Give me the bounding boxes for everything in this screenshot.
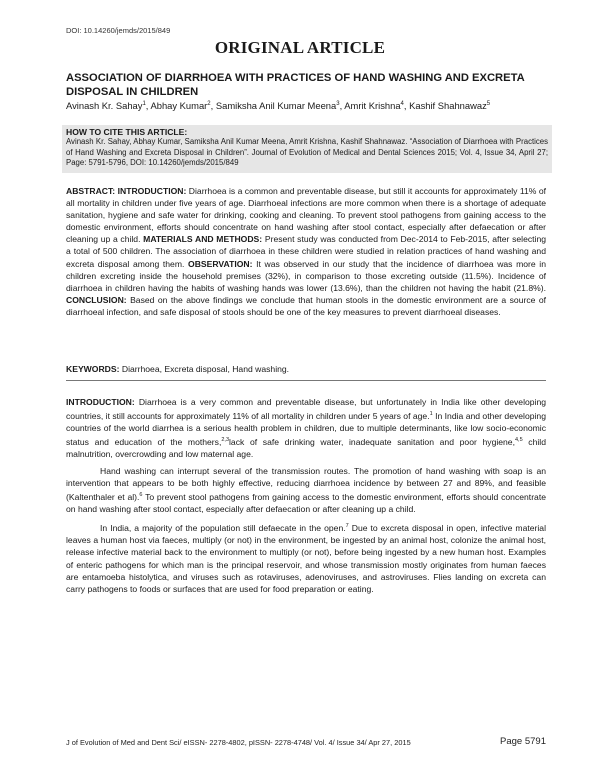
body-text-span: child malnutrition, overcrowding and low maternal age.: [66, 437, 546, 460]
body-text-span: Due to excreta disposal in open, infective material leaves a human host via faeces, multiply (or not) in the environment, be ingested by an animal host, colonize the animal host, release infective material back to the environment to multiply (or not), before being ingested by a new human host. Examples of enteric pathogens for which man is the principal reservoir, and whose transmission mostly originates from human faeces are entamoeba histolytica, and viruses such as rotaviruses, adenoviruses, and astroviruses. Flies landing on excreta can carry pathogens to foods or surfaces that are used for food preparation or eating.: [66, 523, 546, 594]
author-name: Kashif Shahnawaz: [409, 100, 487, 111]
citation-box: [62, 125, 552, 173]
abstract-observation-text: It was observed in our study that the incidence of diarrhoea was more in children excreting inside the household premises (32%), in comparison to those excreting outside (11.5%). Incidence of diarrhoea in children having the habits of washing hands was lower (13.6%), than the children not having the habit (21.8%).: [66, 258, 547, 293]
introduction-heading: INTRODUCTION:: [66, 397, 135, 407]
abstract-conclusion-label: CONCLUSION:: [66, 294, 127, 305]
keywords-label: KEYWORDS:: [66, 364, 120, 374]
body-text-span: Hand washing can interrupt several of the transmission routes. The promotion of hand washing with soap is an intervention that appears to be both highly effective, reducing diarrhoea incidence by between 27 and 89%, and feasible (Kaltenthaler et al).: [66, 466, 546, 503]
citation-ref: 2,3: [221, 437, 230, 444]
author-affiliation: 1: [142, 100, 146, 107]
citation-ref: 7: [345, 523, 349, 530]
author-affiliation: 2: [207, 100, 211, 107]
page-number: Page 5791: [500, 736, 546, 747]
section-divider: [66, 380, 546, 381]
page-footer: [66, 738, 546, 747]
author-name: Avinash Kr. Sahay: [66, 100, 143, 111]
author-list: Avinash Kr. Sahay$^1$, Abhay Kumar$^2$, Samiksha Anil Kumar Meena$^3$, Amrit Krishna$^4$, Kashif Shahnawaz$^5$: [66, 100, 491, 111]
citation-ref: 1: [429, 411, 433, 418]
doi-line: DOI: 10.14260/jemds/2015/849: [66, 26, 171, 35]
author-affiliation: 4: [400, 100, 404, 107]
abstract-methods-text: Present study was conducted from Dec-2014 to Feb-2015, after selecting a total of 500 children. The association of diarrhoea in these children were studied in relation practices of hand washing and excreta disposal among them.: [66, 234, 546, 269]
author-name: Samiksha Anil Kumar Meena: [215, 100, 337, 111]
citation-ref: 4,5: [514, 437, 523, 444]
citation-text: Avinash Kr. Sahay, Abhay Kumar, Samiksha Anil Kumar Meena, Amrit Krishna, Kashif Shahnawaz. “Association of Diarrhoea with Practices of Hand Washing and Excreta Disposal in Children”. Journal of Evolution of Medical and Dental Sciences 2015; Vol. 4, Issue 34, April 27; Page: 5791-5796, DOI: 10.14260/jemds/2015/849: [66, 137, 548, 167]
abstract-intro-text: Diarrhoea is a common and preventable disease, but still it accounts for approximately 11% of all mortality in children under five years of age. Diarrhoeal infections are more common when there is a shortage of adequate sanitation, hygiene and safe water for drinking, cooking and cleaning. To prevent stool pathogens from gaining access to the domestic environment, efforts should concentrate on hand washing after stool contact, especially after defaecation or after cleaning up a child.: [66, 186, 547, 245]
abstract-methods-label: MATERIALS AND METHODS:: [143, 234, 263, 245]
footer-journal: J of Evolution of Med and Dent Sci/ eISSN- 2278-4802, pISSN- 2278-4748/ Vol. 4/ Issue 34/ Apr 27, 2015: [66, 738, 411, 747]
body-paragraph: [66, 396, 546, 460]
author-name: Abhay Kumar: [150, 100, 208, 111]
abstract: [66, 185, 546, 318]
body-text-span: Diarrhoea is a very common and preventable disease, but unfortunately in India like other developing countries, it still accounts for approximately 11% of all mortality in children under 5 years of age.: [66, 397, 546, 421]
abstract-conclusion-text: Based on the above findings we conclude that human stools in the domestic environment are a source of diarrhoeal infection, and safe disposal of stools should be one of the key measures to prevent diarrhoeal diseases.: [66, 294, 546, 317]
body-text-span: To prevent stool pathogens from gaining access to the domestic environment, efforts should concentrate on hand washing after stool contact, especially after defaecation or after cleaning up a child.: [66, 492, 547, 515]
article-body: [66, 396, 546, 600]
abstract-intro-label: INTRODUCTION:: [117, 186, 187, 196]
body-paragraph: [66, 520, 546, 594]
keywords-text: Diarrhoea, Excreta disposal, Hand washing.: [121, 364, 290, 374]
author-affiliation: 3: [336, 100, 340, 107]
body-text-span: In India and other developing countries of the world diarrhea is a serious health problem in children, due to multiple determinants, like low socio-economic status and education of the mothers,: [66, 410, 546, 447]
body-paragraph: [66, 465, 546, 515]
author-affiliation: 5: [486, 100, 491, 107]
citation-ref: 6: [139, 492, 143, 499]
article-title: ASSOCIATION OF DIARRHOEA WITH PRACTICES OF HAND WASHING AND EXCRETA DISPOSAL IN CHILDREN: [66, 72, 525, 98]
author-name: Amrit Krishna: [344, 100, 401, 111]
body-text-span: lack of safe drinking water, inadequate sanitation and poor hygiene,: [229, 437, 515, 447]
body-text-span: In India, a majority of the population still defaecate in the open.: [100, 523, 346, 534]
keywords: [66, 364, 546, 374]
article-type-heading: ORIGINAL ARTICLE: [214, 38, 386, 57]
abstract-observation-label: OBSERVATION:: [188, 258, 253, 269]
citation-heading: HOW TO CITE THIS ARTICLE:: [66, 127, 188, 137]
abstract-label: ABSTRACT:: [66, 186, 116, 196]
